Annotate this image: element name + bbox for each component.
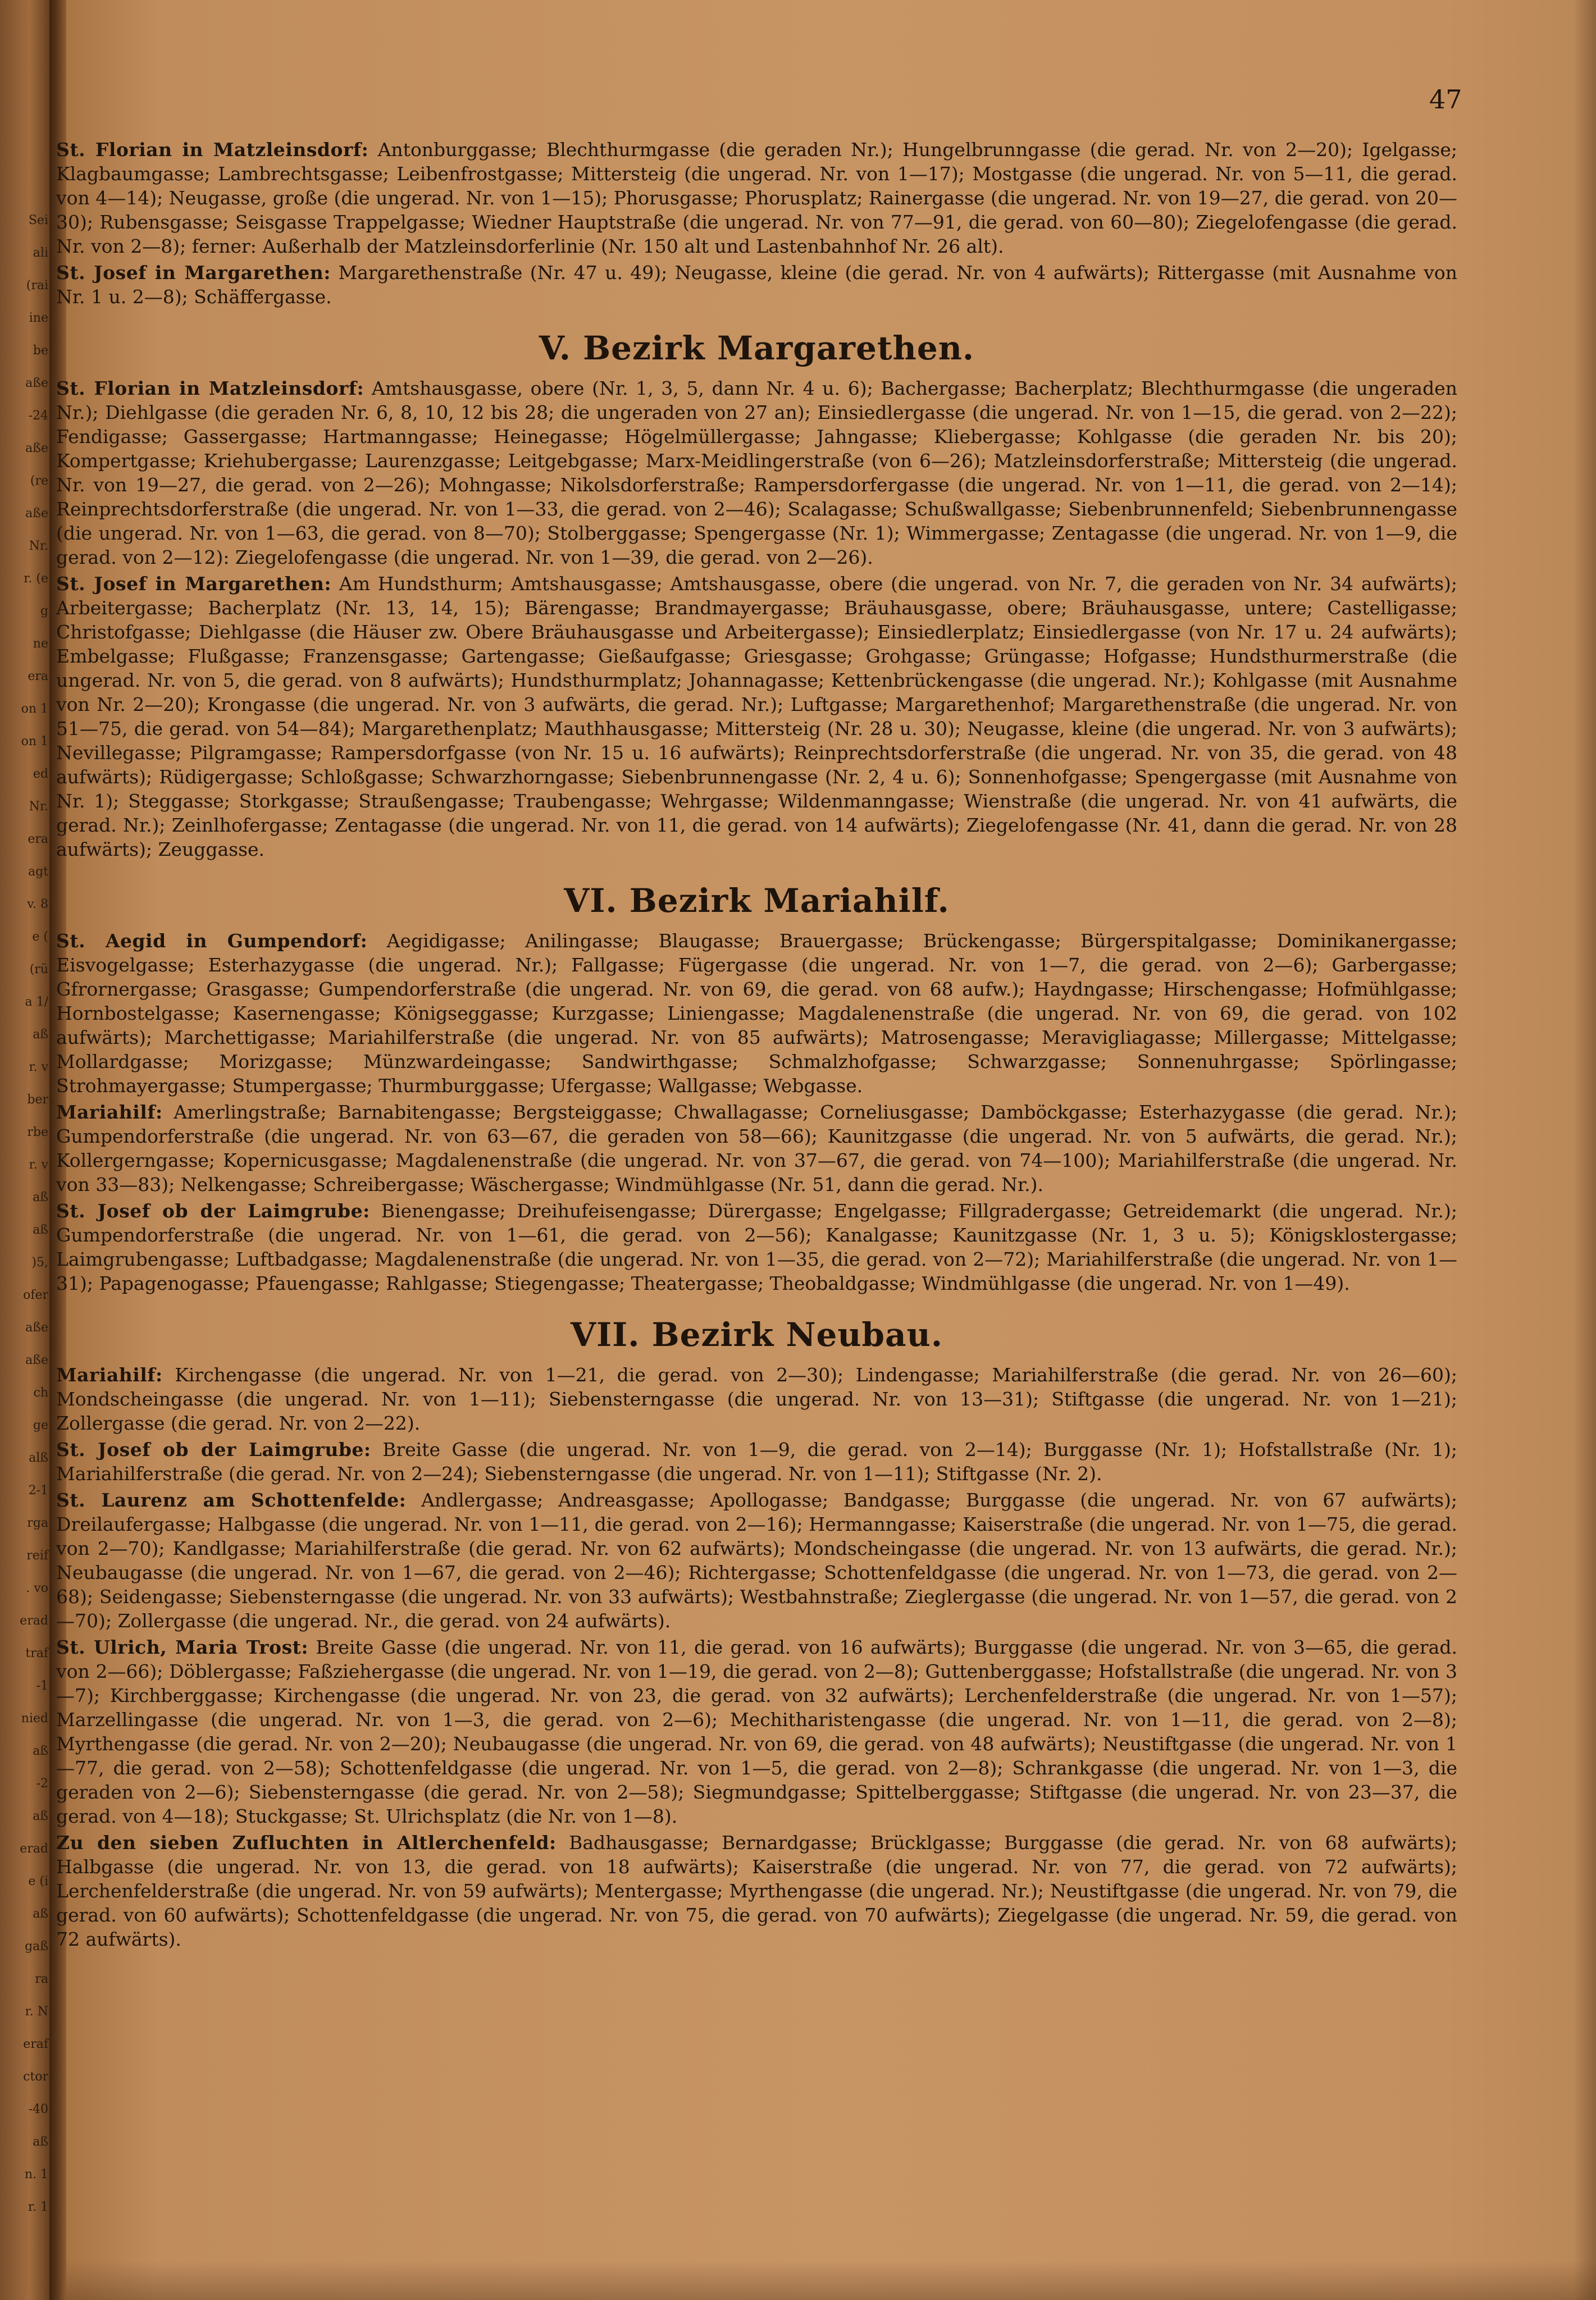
parish-name: St. Laurenz am Schottenfelde: (56, 1489, 407, 1511)
parish-name: St. Josef ob der Laimgrube: (56, 1439, 371, 1461)
left-page-fragment: r. 1 (28, 2200, 48, 2214)
left-page-fragment: rga (27, 1516, 48, 1530)
left-page-fragment: r. v (29, 1060, 48, 1074)
parish-name: Mariahilf: (56, 1101, 163, 1123)
left-page-fragment: era (28, 832, 48, 846)
left-page-fragment: ch (33, 1386, 48, 1400)
left-page-fragment: a 1/ (25, 995, 48, 1009)
left-page-fragment: . vo (26, 1581, 48, 1595)
left-page-fragment: v. 8 (27, 897, 48, 911)
street-list: Amerlingstraße; Barnabitengasse; Bergsteiggasse; Chwallagasse; Corneliusgasse; Damböckgasse; Esterhazygasse (die gerad. Nr.); Gumpendorferstraße (die ungerad. Nr. von 63—67, die geraden von 58—66); Kaunitzgasse (die ungerad. Nr. von 5 aufwärts, die gerad. Nr.); Kollergerngasse; Kopernicusgasse; Magdalenenstraße (die ungerad. Nr. von 37—67, die gerad. von 74—100); Mariahilferstraße (die ungerad. Nr. von 33—83); Nelkengasse; Schreibergasse; Wäschergasse; Windmühlgasse (Nr. 51, dann die gerad. Nr.). (56, 1101, 1457, 1195)
left-page-fragment: r. N (25, 2005, 48, 2019)
left-page-fragment: reif (26, 1549, 48, 1563)
district-heading: VII. Bezirk Neubau. (570, 1316, 943, 1354)
left-page-fragment: nied (21, 1712, 48, 1726)
left-page-fragment: r. (e (24, 572, 48, 586)
parish-name: St. Josef in Margarethen: (56, 573, 332, 595)
left-page-fragment: -2 (36, 1777, 48, 1791)
left-page-fragment: aße (25, 441, 48, 455)
district-section (56, 138, 1457, 309)
street-list: Margarethenstraße (Nr. 47 u. 49); Neugasse, kleine (die gerad. Nr. von 4 aufwärts); Rittergasse (mit Ausnahme von Nr. 1 u. 2—8); Schäffergasse. (56, 262, 1458, 308)
district-heading: VI. Bezirk Mariahilf. (564, 882, 950, 920)
left-page-fragment: aß (33, 1028, 48, 1042)
left-page-fragment: Nr. (29, 539, 48, 553)
left-page-fragment: ne (33, 637, 48, 651)
street-list: Bienengasse; Dreihufeisengasse; Dürergasse; Engelgasse; Fillgradergasse; Getreidemarkt (die ungerad. Nr.); Gumpendorferstraße (die ungerad. Nr. von 1—61, die gerad. von 2—56); Kanalgasse; Kaunitzgasse (Nr. 1, 3 u. 5); Königsklostergasse; Laimgrubengasse; Luftbadgasse; Magdalenenstraße (die ungerad. Nr. von 1—35, die gerad. von 2—72); Mariahilferstraße (die ungerad. Nr. von 1—31); Papagenogasse; Pfauengasse; Rahlgasse; Stiegengasse; Theatergasse; Theobaldgasse; Windmühlgasse (die ungerad. Nr. von 1—49). (56, 1200, 1457, 1294)
left-page-edge (0, 0, 53, 2300)
left-page-fragment: aße (25, 506, 48, 521)
street-list: Amtshausgasse, obere (Nr. 1, 3, 5, dann Nr. 4 u. 6); Bachergasse; Bacherplatz; Blechthurmgasse (die ungeraden Nr.); Diehlgasse (die geraden Nr. 6, 8, 10, 12 bis 28; die ungeraden von 27 an); Einsiedlergasse (die ungerad. Nr. von 1—15, die gerad. von 2—22); Fendigasse; Gassergasse; Hartmanngasse; Heinegasse; Högelmüllergasse; Jahngasse; Kliebergasse; Kohlgasse (die geraden Nr. bis 20); Kompertgasse; Kriehubergasse; Laurenzgasse; Leitgebgasse; Marx-Meidlingerstraße (von 6—26); Matzleinsdorferstraße; Mittersteig (die ungerad. Nr. von 19—27, die gerad. von 2—26); Mohngasse; Nikolsdorferstraße; Rampersdorfergasse (die ungerad. Nr. von 1—11, die gerad. von 2—14); Reinprechtsdorferstraße (die ungerad. Nr. von 1—33, die gerad. von 2—46); Scalagasse; Schußwallgasse; Siebenbrunnenfeld; Siebenbrunnengasse (die ungerad. Nr. von 1—63, die gerad. von 8—70); Stolberggasse; Spengergasse (Nr. 1); Wimmergasse; Zentagasse (die ungerad. Nr. von 1—9, die gerad. von 2—12): Ziegelofengasse (die ungerad. Nr. von 1—39, die gerad. von 2—26). (56, 377, 1457, 568)
street-list: Antonburggasse; Blechthurmgasse (die geraden Nr.); Hungelbrunngasse (die gerad. Nr. von 2—20); Igelgasse; Klagbaumgasse; Lambrechtsgasse; Leibenfrostgasse; Mittersteig (die ungerad. Nr. von 1—17); Mostgasse (die ungerad. Nr. von 5—11, die gerad. von 4—14); Neugasse, große (die ungerad. Nr. von 1—15); Phorusgasse; Phorusplatz; Rainergasse (die ungerad. Nr. von 19—27, die gerad. von 20—30); Rubensgasse; Seisgasse Trappelgasse; Wiedner Hauptstraße (die ungerad. Nr. von 77—91, die gerad. von 60—80); Ziegelofengasse (die gerad. Nr. von 2—8); ferner: Außerhalb der Matzleinsdorferlinie (Nr. 150 alt und Lastenbahnhof Nr. 26 alt). (56, 139, 1457, 257)
parish-entry (56, 1831, 1457, 1951)
street-list: Badhausgasse; Bernardgasse; Brücklgasse; Burggasse (die gerad. Nr. von 68 aufwärts); Halbgasse (die ungerad. Nr. von 13, die gerad. von 18 aufwärts); Kaiserstraße (die ungerad. Nr. von 77, die gerad. von 72 aufwärts); Lerchenfelderstraße (die ungerad. Nr. von 59 aufwärts); Mentergasse; Myrthengasse (die ungerad. Nr.); Neustiftgasse (die ungerad. Nr. von 79, die gerad. von 60 aufwärts); Schottenfeldgasse (die ungerad. Nr. von 75, die gerad. von 70 aufwärts); Ziegelgasse (die ungerad. Nr. 59, die gerad. von 72 aufwärts). (56, 1832, 1458, 1950)
parish-entry (56, 1363, 1457, 1435)
left-page-fragment: aße (25, 1353, 48, 1367)
left-page-fragment: (rü (29, 962, 48, 976)
left-page-fragment: aß (33, 1223, 48, 1237)
left-page-fragment: aße (25, 1321, 48, 1335)
parish-entry (56, 1635, 1457, 1828)
parish-entry (56, 1488, 1457, 1633)
left-page-fragment: ctor (23, 2070, 48, 2084)
parish-name: Zu den sieben Zufluchten in Altlerchenfeld: (56, 1832, 557, 1854)
parish-name: St. Florian in Matzleinsdorf: (56, 377, 364, 399)
left-page-fragment: e ( (32, 930, 48, 944)
street-list: Breite Gasse (die ungerad. Nr. von 11, die gerad. von 16 aufwärts); Burggasse (die ungerad. Nr. von 3—65, die gerad. von 2—66); Döblergasse; Faßziehergasse (die ungerad. Nr. von 1—19, die gerad. von 2—8); Guttenberggasse; Hofstallstraße (die ungerad. Nr. von 3—7); Kirchberggasse; Kirchengasse (die ungerad. Nr. von 23, die gerad. von 32 aufwärts); Lerchenfelderstraße (die ungerad. Nr. von 1—57); Marzellingasse (die ungerad. Nr. von 1—3, die gerad. von 2—6); Mechitharistengasse (die ungerad. Nr. von 1—11, die gerad. von 2—8); Myrthengasse (die gerad. Nr. von 2—20); Neubaugasse (die ungerad. Nr. von 69, die gerad. von 48 aufwärts); Neustiftgasse (die ungerad. Nr. von 1—77, die gerad. von 2—58); Schottenfeldgasse (die ungerad. Nr. von 1—5, die gerad. von 2—8); Schrankgasse (die ungerad. Nr. von 1—3, die geraden von 2—6); Siebensterngasse (die gerad. Nr. von 2—58); Siegmundgasse; Spittelberggasse; Stiftgasse (die ungerad. Nr. von 23—37, die gerad. von 4—18); Stuckgasse; St. Ulrichsplatz (die Nr. von 1—8). (56, 1636, 1457, 1827)
parish-name: St. Josef ob der Laimgrube: (56, 1200, 370, 1222)
district-section (56, 330, 1457, 861)
left-page-fragment: -24 (28, 409, 48, 423)
parish-name: St. Ulrich, Maria Trost: (56, 1636, 309, 1658)
left-page-fragment: aß (33, 1744, 48, 1758)
parish-entry (56, 1100, 1457, 1197)
parish-entry (56, 929, 1457, 1098)
district-section (56, 1317, 1457, 1951)
left-page-fragment: traf (25, 1646, 48, 1660)
left-page-fragment: ge (33, 1418, 48, 1432)
left-page-fragment: alß (29, 1451, 48, 1465)
district-section (56, 883, 1457, 1295)
left-page-fragment: gaß (25, 1940, 48, 1954)
page-bottom-shadow (66, 2261, 1596, 2300)
left-page-fragment: e (i (28, 1874, 48, 1888)
street-list: Aegidigasse; Anilingasse; Blaugasse; Brauergasse; Brückengasse; Bürgerspitalgasse; Dominikanergasse; Eisvogelgasse; Esterhazygasse (die ungerad. Nr.); Fallgasse; Fügergasse (die ungerad. Nr. von 1—7, die gerad. von 2—6); Garbergasse; Gfrornergasse; Grasgasse; Gumpendorferstraße (die ungerad. Nr. von 69, die gerad. von 68 aufw.); Haydngasse; Hirschengasse; Hofmühlgasse; Hornbostelgasse; Kasernengasse; Königseggasse; Kurzgasse; Liniengasse; Magdalenenstraße (die ungerad. Nr. von 69, die gerad. von 102 aufwärts); Marchettigasse; Mariahilferstraße (die ungerad. Nr. von 85 aufwärts); Matrosengasse; Meravigliagasse; Millergasse; Mittelgasse; Mollardgasse; Morizgasse; Münzwardeingasse; Sandwirthgasse; Schmalzhofgasse; Schwarzgasse; Sonnenuhrgasse; Spörlingasse; Strohmayergasse; Stumpergasse; Thurmburggasse; Ufergasse; Wallgasse; Webgasse. (56, 930, 1457, 1097)
left-page-fragment: aß (33, 2135, 48, 2149)
left-page-fragment: rbe (27, 1125, 48, 1139)
left-page-fragment: era (28, 669, 48, 683)
parish-name: St. Josef in Margarethen: (56, 262, 331, 284)
left-page-fragment: on 1 (21, 734, 48, 749)
left-page-fragment: erad (20, 1842, 48, 1856)
left-page-fragment: aß (33, 1809, 48, 1823)
left-page-fragment: -40 (28, 2102, 48, 2116)
parish-entry (56, 1199, 1457, 1295)
left-page-fragment: ra (35, 1972, 48, 1986)
left-page-fragment: ofer (23, 1288, 48, 1302)
parish-entry (56, 1438, 1457, 1486)
left-page-fragment: aße (25, 376, 48, 390)
left-page-fragment: 2-1 (28, 1484, 48, 1498)
parish-name: Mariahilf: (56, 1364, 163, 1386)
left-page-fragment: erad (20, 1614, 48, 1628)
left-page-fragment: (rai (26, 279, 48, 293)
street-list: Breite Gasse (die ungerad. Nr. von 1—9, die gerad. von 2—14); Burggasse (Nr. 1); Hofstallstraße (Nr. 1); Mariahilferstraße (die gerad. Nr. von 2—24); Siebensterngasse (die ungerad. Nr. von 1—11); Stiftgasse (Nr. 2). (56, 1439, 1457, 1485)
district-heading: V. Bezirk Margarethen. (539, 329, 975, 367)
left-page-fragment: Nr. (29, 800, 48, 814)
left-page-fragment: )5, (31, 1256, 48, 1270)
page-number: 47 (1429, 84, 1462, 115)
parish-entry (56, 138, 1457, 258)
left-page-fragment: be (33, 344, 48, 358)
left-page-fragment: r. v (29, 1158, 48, 1172)
left-page-fragment: Sei (28, 213, 48, 227)
parish-entry (56, 572, 1457, 861)
left-page-fragment: ine (29, 311, 48, 325)
left-page-fragment: (re (30, 474, 48, 488)
left-page-fragment: ed (33, 767, 48, 781)
parish-entry (56, 376, 1457, 569)
left-page-fragment: agt (28, 865, 48, 879)
left-page-fragment: g (40, 604, 48, 618)
page-content (56, 138, 1457, 1954)
left-page-fragment: ber (27, 1093, 48, 1107)
parish-name: St. Florian in Matzleinsdorf: (56, 139, 369, 161)
left-page-fragment: aß (33, 1190, 48, 1204)
parish-name: St. Aegid in Gumpendorf: (56, 930, 368, 952)
left-page-fragment: eraf (23, 2037, 48, 2051)
page-edge-shadow (1574, 0, 1596, 2300)
street-list: Andlergasse; Andreasgasse; Apollogasse; Bandgasse; Burggasse (die ungerad. Nr. von 67 aufwärts); Dreilaufergasse; Halbgasse (die ungerad. Nr. von 1—11, die gerad. von 2—16); Hermanngasse; Kaiserstraße (die ungerad. Nr. von 1—75, die gerad. von 2—70); Kandlgasse; Mariahilferstraße (die gerad. Nr. von 62 aufwärts); Mondscheingasse (die ungerad. Nr. von 13 aufwärts, die gerad. Nr.); Neubaugasse (die ungerad. Nr. von 1—67, die gerad. von 2—46); Richtergasse; Schottenfeldgasse (die ungerad. Nr. von 1—73, die gerad. von 2—68); Seidengasse; Siebensterngasse (die ungerad. Nr. von 33 aufwärts); Westbahnstraße; Zieglergasse (die ungerad. Nr. von 1—57, die gerad. von 2—70); Zollergasse (die ungerad. Nr., die gerad. von 24 aufwärts). (56, 1489, 1458, 1632)
street-list: Kirchengasse (die ungerad. Nr. von 1—21, die gerad. von 2—30); Lindengasse; Mariahilferstraße (die gerad. Nr. von 26—60); Mondscheingasse (die ungerad. Nr. von 1—11); Siebensterngasse (die ungerad. Nr. von 13—31); Stiftgasse (die ungerad. Nr. von 1—21); Zollergasse (die gerad. Nr. von 2—22). (56, 1364, 1457, 1434)
street-list: Am Hundsthurm; Amtshausgasse; Amtshausgasse, obere (die ungerad. von Nr. 7, die geraden von Nr. 34 aufwärts); Arbeitergasse; Bacherplatz (Nr. 13, 14, 15); Bärengasse; Brandmayergasse; Bräuhausgasse, obere; Bräuhausgasse, untere; Castelligasse; Christofgasse; Diehlgasse (die Häuser zw. Obere Bräuhausgasse und Arbeitergasse); Einsiedlerplatz; Einsiedlergasse (von Nr. 17 u. 24 aufwärts); Embelgasse; Flußgasse; Franzensgasse; Gartengasse; Gießaufgasse; Griesgasse; Grohgasse; Grüngasse; Hofgasse; Hundsthurmerstraße (die ungerad. Nr. von 5, die gerad. von 8 aufwärts); Hundsthurmplatz; Johannagasse; Kettenbrückengasse (die ungerad. Nr.); Kohlgasse (mit Ausnahme von Nr. 2—20); Krongasse (die ungerad. Nr. von 3 aufwärts, die gerad. Nr.); Luftgasse; Margarethenhof; Margarethenstraße (die ungerad. Nr. von 51—75, die gerad. von 54—84); Margarethenplatz; Mauthhausgasse; Mittersteig (Nr. 28 u. 30); Neugasse, kleine (die ungerad. Nr. von 3 aufwärts); Nevillegasse; Pilgramgasse; Rampersdorfgasse (von Nr. 15 u. 16 aufwärts); Reinprechtsdorferstraße (die ungerad. Nr. von 35, die gerad. von 48 aufwärts); Rüdigergasse; Schloßgasse; Schwarzhorngasse; Siebenbrunnengasse (Nr. 2, 4 u. 6); Sonnenhofgasse; Spengergasse (mit Ausnahme von Nr. 1); Steggasse; Storkgasse; Straußengasse; Traubengasse; Wehrgasse; Wildenmanngasse; Wienstraße (die ungerad. Nr. von 41 aufwärts, die gerad. Nr.); Zeinlhofergasse; Zentagasse (die ungerad. Nr. von 11, die gerad. von 14 aufwärts); Ziegelofengasse (Nr. 41, dann die gerad. Nr. von 28 aufwärts); Zeuggasse. (56, 573, 1457, 860)
left-page-fragment: aß (33, 1907, 48, 1921)
left-page-fragment: n. 1 (24, 2167, 48, 2182)
left-page-fragment: -1 (36, 1679, 48, 1693)
left-page-fragment: ali (33, 246, 48, 260)
left-page-fragment: on 1 (21, 702, 48, 716)
parish-entry (56, 261, 1457, 309)
